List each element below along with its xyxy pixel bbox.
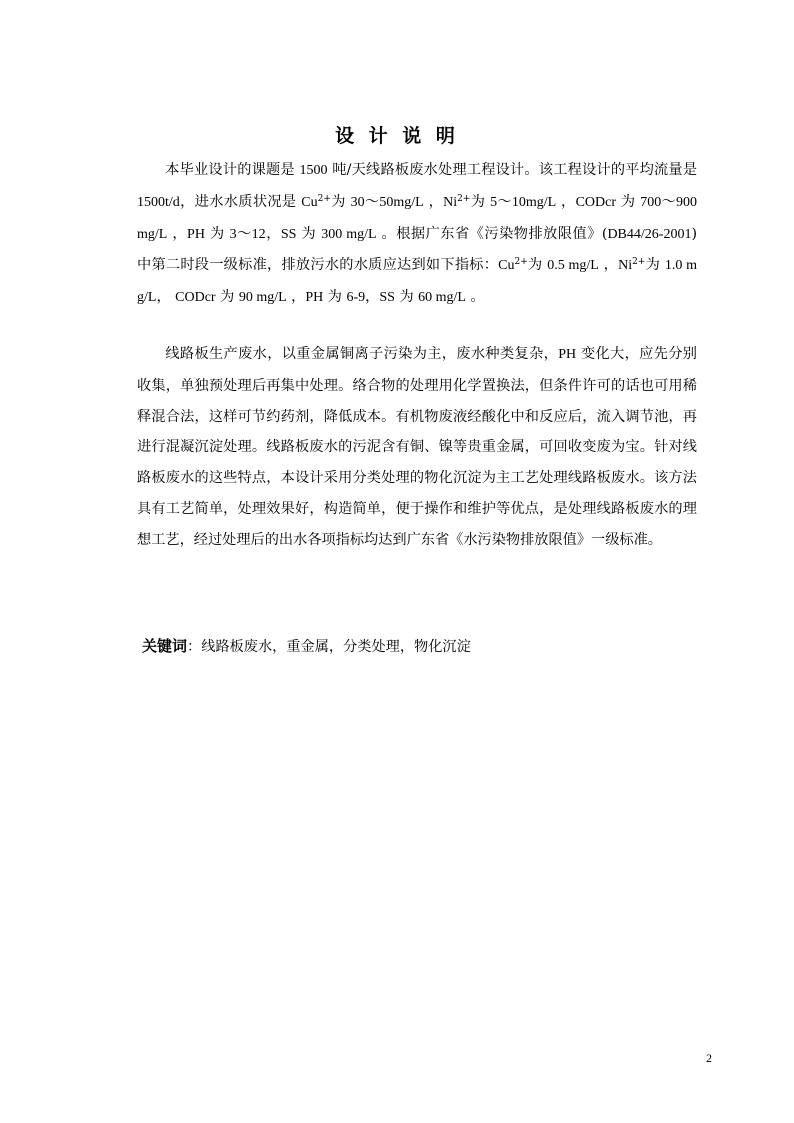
page-number: 2 xyxy=(706,1051,712,1065)
paragraph-text: 为 xyxy=(527,257,548,274)
paragraph-text: 为 xyxy=(394,289,419,306)
paragraph-value: Cu xyxy=(301,194,318,210)
paragraph-text: ， xyxy=(286,289,306,306)
paragraph-text: ， xyxy=(556,193,576,210)
paragraph-text: 为 xyxy=(204,225,230,242)
paragraph-text: 为 xyxy=(470,193,491,210)
paragraph-value: 60 mg/L xyxy=(418,290,466,306)
paragraph-value: CODcr xyxy=(175,290,216,306)
paragraph-text: 本毕业设计的课题是 xyxy=(165,162,300,178)
paragraph-value: Ni xyxy=(618,258,633,274)
paragraph-text: 为 xyxy=(296,225,322,242)
paragraph-text: ， xyxy=(598,257,619,274)
paragraph-text: 变化大，应先分别收集，单独预处理后再集中处理。络合物的处理用化学置换法，但条件许可的话也可用稀释混合法，这样可节约药剂，降低成本。有机物废液经酸化中和反应后，流入调节池，再进行混凝沉淀处理。线路板废水的污泥含有铜、镍等贵重金属，可回收变废为宝。针对线路板废水的这些特点，本设计采用分类处理的物化沉淀为主工艺处理线路板废水。该方法具有工艺简单，处理效果好，构造简单，便于操作和维护等优点，是处理线路板废水的理想工艺，经过处理后的出水各项指标均达到广东省《水污染物排放限值》一级标准。 xyxy=(137,346,697,548)
paragraph-value: Cu xyxy=(498,258,515,274)
paragraph-process-description xyxy=(137,339,697,556)
paragraph-text: 为 xyxy=(645,257,665,274)
keywords-colon: ： xyxy=(187,639,202,655)
paragraph-value: 1500t/d xyxy=(137,194,180,210)
paragraph-text: 为 xyxy=(323,289,347,306)
paragraph-value: SS xyxy=(379,290,395,306)
paragraph-value: CODcr xyxy=(575,194,617,210)
document-title: 设 计 说 明 xyxy=(335,125,459,147)
superscript: 2+ xyxy=(317,193,331,204)
paragraph-value: 3～12 xyxy=(229,226,266,242)
keywords-line xyxy=(142,632,471,661)
paragraph-text: ， xyxy=(365,289,380,306)
superscript: 2+ xyxy=(514,257,528,268)
paragraph-text: ，进水水质状况是 xyxy=(179,193,302,210)
paragraph-value: 5～10mg/L xyxy=(490,194,557,210)
paragraph-value: PH xyxy=(187,226,205,242)
paragraph-text: ， xyxy=(423,193,444,210)
superscript: 2+ xyxy=(632,257,646,268)
paragraph-value: 6-9 xyxy=(346,290,366,306)
paragraph-value: 1500 xyxy=(299,163,328,178)
paragraph-value: 90 mg/L xyxy=(238,290,287,306)
paragraph-text: ， xyxy=(167,225,188,242)
superscript: 2+ xyxy=(457,193,471,204)
paragraph-text: 。根据广东省《污染物排放限值》( xyxy=(376,225,608,242)
paragraph-value: DB44/26-2001 xyxy=(607,226,692,242)
paragraph-value: 0.5 mg/L xyxy=(547,258,599,274)
paragraph-text: 为 xyxy=(330,193,351,210)
keywords-label: 关键词 xyxy=(142,637,188,655)
paragraph-value: 30～50mg/L xyxy=(350,194,424,210)
paragraph-text: ， xyxy=(265,225,281,242)
paragraph-value: SS xyxy=(280,226,297,242)
paragraph-text: ， xyxy=(156,289,176,306)
paragraph-text: 吨/天线路板废水处理工程设计。该工程设计的平均流量是 xyxy=(327,162,698,178)
paragraph-value: Ni xyxy=(443,194,458,210)
keywords-text: 线路板废水，重金属，分类处理，物化沉淀 xyxy=(201,639,471,655)
paragraph-value: 700～900 mg/L xyxy=(137,194,697,242)
paragraph-value: 1.0 mg/L xyxy=(137,258,697,306)
paragraph-design-parameters xyxy=(137,155,697,314)
paragraph-value: 300 mg/L xyxy=(321,226,377,242)
paragraph-text: 为 xyxy=(215,289,239,306)
paragraph-text: ) 中第二时段一级标准，排放污水的水质应达到如下指标： xyxy=(137,225,697,274)
paragraph-text: 。 xyxy=(466,289,485,306)
paragraph-value: PH xyxy=(305,290,324,306)
paragraph-value: PH xyxy=(558,347,577,362)
paragraph-text: 为 xyxy=(616,193,641,210)
paragraph-text: 线路板生产废水，以重金属铜离子污染为主，废水种类复杂， xyxy=(165,346,559,362)
